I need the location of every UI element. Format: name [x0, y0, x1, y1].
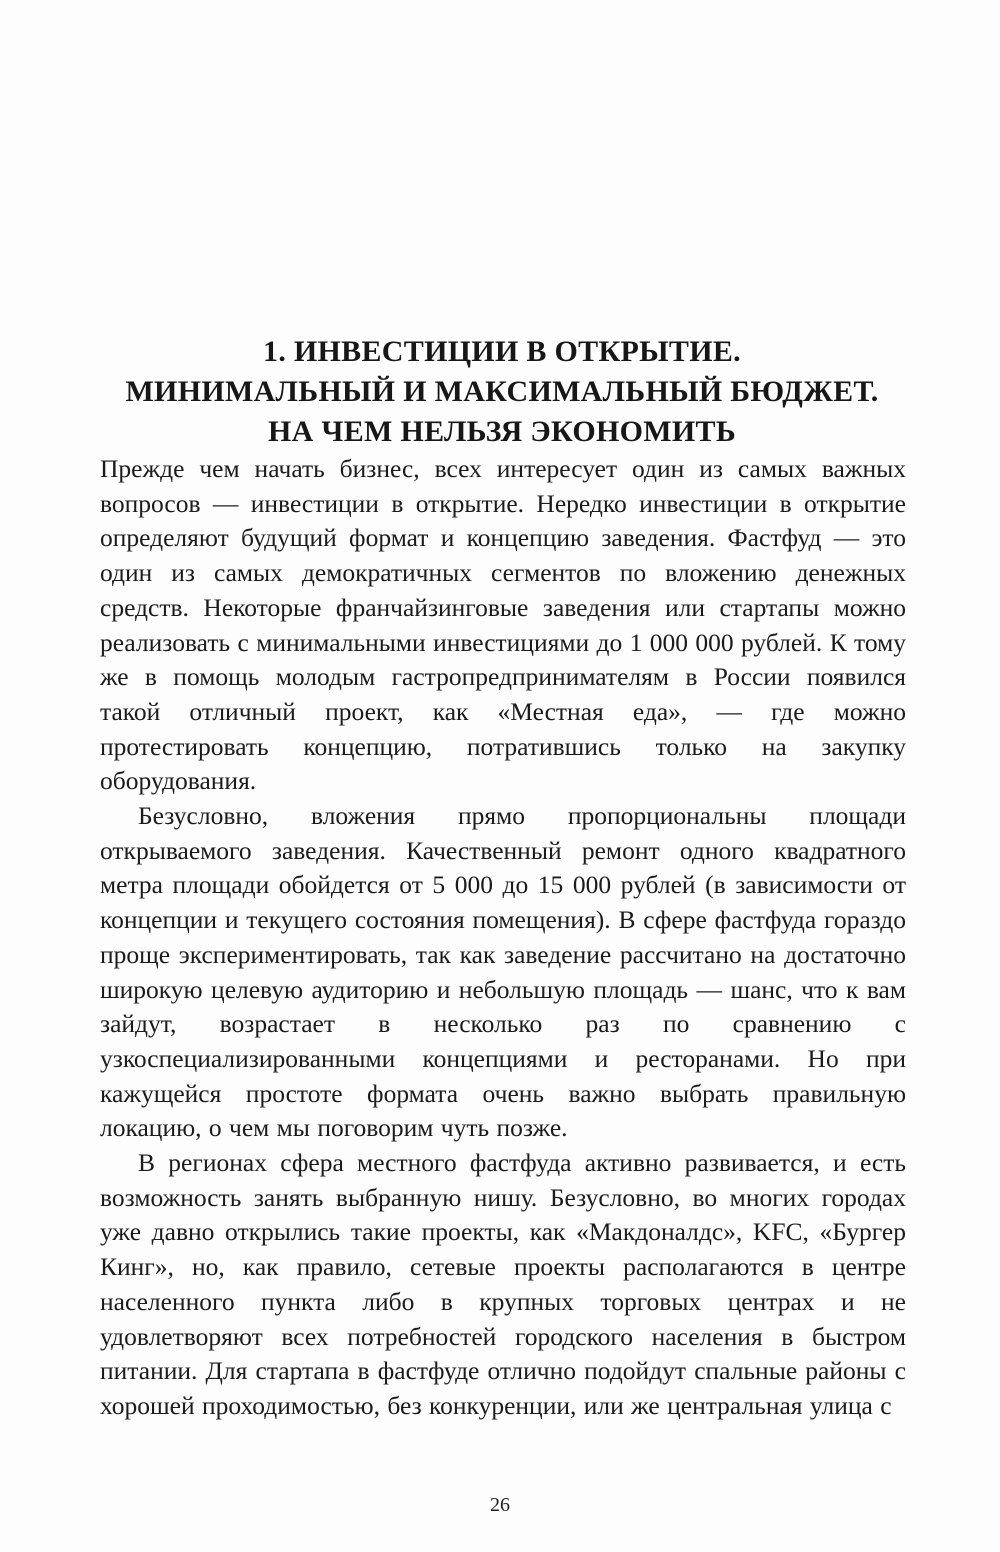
- paragraph: В регионах сфера местного фастфуда активно развивается, и есть возможность занять выбранную нишу. Безусловно, во многих городах уже давно открылись такие проекты, как «Макдоналдс», KFC, «Бургер Кинг», но, как правило, сетевые проекты располагаются в центре населенного пункта либо в крупных торговых центрах и не удовлетворяют всех потребностей городского населения в быстром питании. Для стартапа в фастфуде отлично подойдут спальные районы с хорошей проходимостью, без конкуренции, или же центральная улица с: [100, 1148, 906, 1420]
- paragraph: Прежде чем начать бизнес, всех интересует один из самых важных вопросов — инвестиции в открытие. Нередко инвестиции в открытие определяют будущий формат и концепцию заведения. Фастфуд — это один из самых демократичных сегментов по вложению денежных средств. Некоторые франчайзинговые заведения или стартапы можно реализовать с минимальными инвестициями до 1 000 000 рублей. К тому же в помощь молодым гастропредпринимателям в России появился такой отличный проект, как «Местная еда», — где можно протестировать концепцию, потратившись только на закупку оборудования.: [100, 454, 906, 796]
- chapter-heading-line-3: НА ЧЕМ НЕЛЬЗЯ ЭКОНОМИТЬ: [268, 415, 736, 448]
- chapter-heading: [97, 332, 907, 452]
- body-text: [100, 452, 906, 1424]
- paragraph: Безусловно, вложения прямо пропорциональны площади открываемого заведения. Качественный ремонт одного квадратного метра площади обойдется от 5 000 до 15 000 рублей (в зависимости от концепции и текущего состояния помещения). В сфере фастфуда гораздо проще экспериментировать, так как заведение рассчитано на достаточно широкую целевую аудиторию и небольшую площадь — шанс, что к вам зайдут, возрастает в несколько раз по сравнению с узкоспециализированными концепциями и ресторанами. Но при кажущейся простоте формата очень важно выбрать правильную локацию, о чем мы поговорим чуть позже.: [100, 801, 906, 1143]
- chapter-heading-line-1: 1. ИНВЕСТИЦИИ В ОТКРЫТИЕ.: [263, 335, 741, 368]
- page-number: 26: [490, 1494, 510, 1516]
- chapter-heading-line-2: МИНИМАЛЬНЫЙ И МАКСИМАЛЬНЫЙ БЮДЖЕТ.: [125, 375, 879, 408]
